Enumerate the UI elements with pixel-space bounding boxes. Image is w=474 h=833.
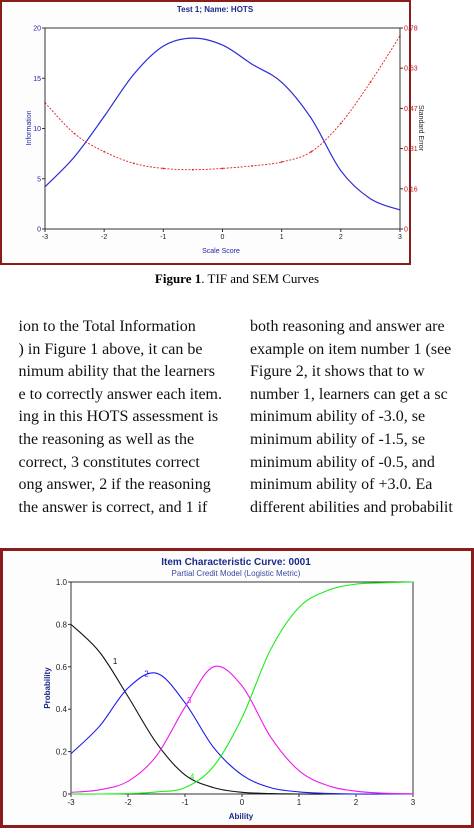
text-line: correct, 3 constitutes correct	[18, 453, 200, 471]
text-line: different abilities and probabilit	[250, 498, 453, 516]
figure2-x-tick-label: 0	[239, 798, 245, 807]
figure1-y2-tick-label: 0.47	[404, 105, 418, 113]
figure1-y2-tick-label: 0.78	[404, 25, 418, 33]
text-line: nimum ability that the learners	[18, 363, 215, 381]
figure1-y2-tick-label: 0.16	[404, 186, 418, 194]
figure2-y-tick-label: 0	[62, 790, 67, 799]
sem-point	[162, 168, 164, 170]
sem-point	[340, 122, 342, 124]
figure1-plot-area	[33, 26, 418, 242]
sem-point	[44, 102, 46, 104]
text-line: ong answer, 2 if the reasoning	[18, 476, 211, 494]
text-line: number 1, learners can get a sc	[250, 385, 448, 403]
figure1-y2-tick-label: 0.31	[404, 146, 418, 154]
text-line: minimum ability of -1.5, se	[250, 430, 426, 448]
figure2-y-tick-label: 0.2	[55, 747, 67, 757]
sem-point	[399, 35, 401, 37]
text-line: e to correctly answer each item.	[18, 385, 222, 403]
text-line: minimum ability of -0.5, and	[250, 453, 435, 471]
sem-point	[74, 133, 76, 135]
figure1-y-tick-label: 0	[37, 226, 41, 234]
figure1-chart	[0, 0, 474, 266]
figure2-y-tick-label: 1.0	[55, 578, 67, 587]
figure2-x-tick-label: -2	[124, 798, 132, 807]
sem-point	[133, 162, 135, 164]
figure2-subtitle: Partial Credit Model (Logistic Metric)	[171, 569, 301, 578]
figure1-ylabel-left: Information	[26, 110, 33, 146]
figure1-x-tick-label: 3	[398, 234, 402, 241]
sem-point	[281, 161, 283, 163]
text-line: the answer is correct, and 1 if	[18, 498, 208, 516]
sem-point	[222, 168, 224, 170]
figure1-panel	[0, 0, 474, 266]
figure2-y-tick-label: 0.6	[55, 662, 67, 672]
text-line: minimum ability of +3.0. Ea	[250, 476, 433, 494]
figure2-panel	[0, 548, 474, 828]
figure1-title: Test 1; Name: HOTS	[176, 5, 254, 14]
figure1-y2-tick-label: 0	[404, 226, 408, 234]
sem-point	[310, 151, 312, 153]
figure1-caption-text: . TIF and SEM Curves	[201, 271, 320, 286]
text-line: example on item number 1 (see	[250, 340, 452, 358]
figure2-plot-area	[56, 578, 416, 807]
figure1-y2-tick-label: 0.63	[404, 65, 418, 73]
figure1-y-tick-label: 20	[33, 25, 41, 33]
figure2-x-tick-label: 2	[353, 798, 359, 807]
figure2-y-tick-label: 0.4	[55, 705, 67, 715]
text-line: ion to the Total Information	[18, 318, 196, 335]
figure2-chart	[0, 548, 474, 828]
figure1-xlabel: Scale Score	[202, 248, 240, 255]
icc-curve-label-4: 4	[189, 772, 195, 782]
figure1-x-tick-label: -2	[101, 234, 108, 241]
sem-point	[370, 81, 372, 83]
text-line: Figure 2, it shows that to w	[250, 363, 425, 381]
icc-curve-label-2: 2	[144, 669, 149, 679]
figure1-x-tick-label: 2	[338, 234, 343, 241]
figure1-caption	[0, 271, 474, 287]
figure1-ylabel-right: Standard Error	[417, 105, 424, 151]
body-text-right-column	[250, 316, 453, 519]
figure2-xlabel: Ability	[228, 812, 254, 821]
figure2-y-tick-label: 0.8	[55, 620, 67, 630]
icc-curve-label-1: 1	[112, 656, 118, 666]
figure1-y-tick-label: 5	[37, 176, 41, 184]
sem-point	[192, 169, 194, 171]
figure1-x-tick-label: 1	[279, 234, 284, 241]
figure1-x-tick-label: 0	[220, 234, 225, 241]
figure2-x-tick-label: 3	[410, 798, 416, 807]
figure2-ylabel: Probability	[43, 667, 52, 709]
figure1-caption-label: Figure 1	[154, 271, 202, 286]
icc-curve-label-3: 3	[187, 696, 192, 706]
figure1-y-tick-label: 15	[33, 75, 41, 83]
figure1-y-tick-label: 10	[33, 126, 41, 133]
body-text-left-column	[19, 316, 222, 519]
text-line: the reasoning as well as the	[18, 430, 195, 448]
sem-point	[251, 165, 253, 167]
text-line: ing in this HOTS assessment is	[18, 408, 219, 426]
figure2-x-tick-label: 1	[296, 798, 302, 807]
figure2-title: Item Characteristic Curve: 0001	[161, 557, 311, 568]
figure1-x-tick-label: -3	[41, 234, 49, 241]
figure2-x-tick-label: -3	[67, 798, 75, 807]
text-line: minimum ability of -3.0, se	[250, 408, 426, 426]
figure2-x-tick-label: -1	[181, 798, 189, 807]
sem-point	[103, 151, 105, 153]
text-line: ) in Figure 1 above, it can be	[18, 340, 203, 358]
text-line: both reasoning and answer are	[250, 318, 445, 335]
figure1-x-tick-label: -1	[160, 234, 167, 241]
figure1-plot-box	[45, 28, 400, 229]
